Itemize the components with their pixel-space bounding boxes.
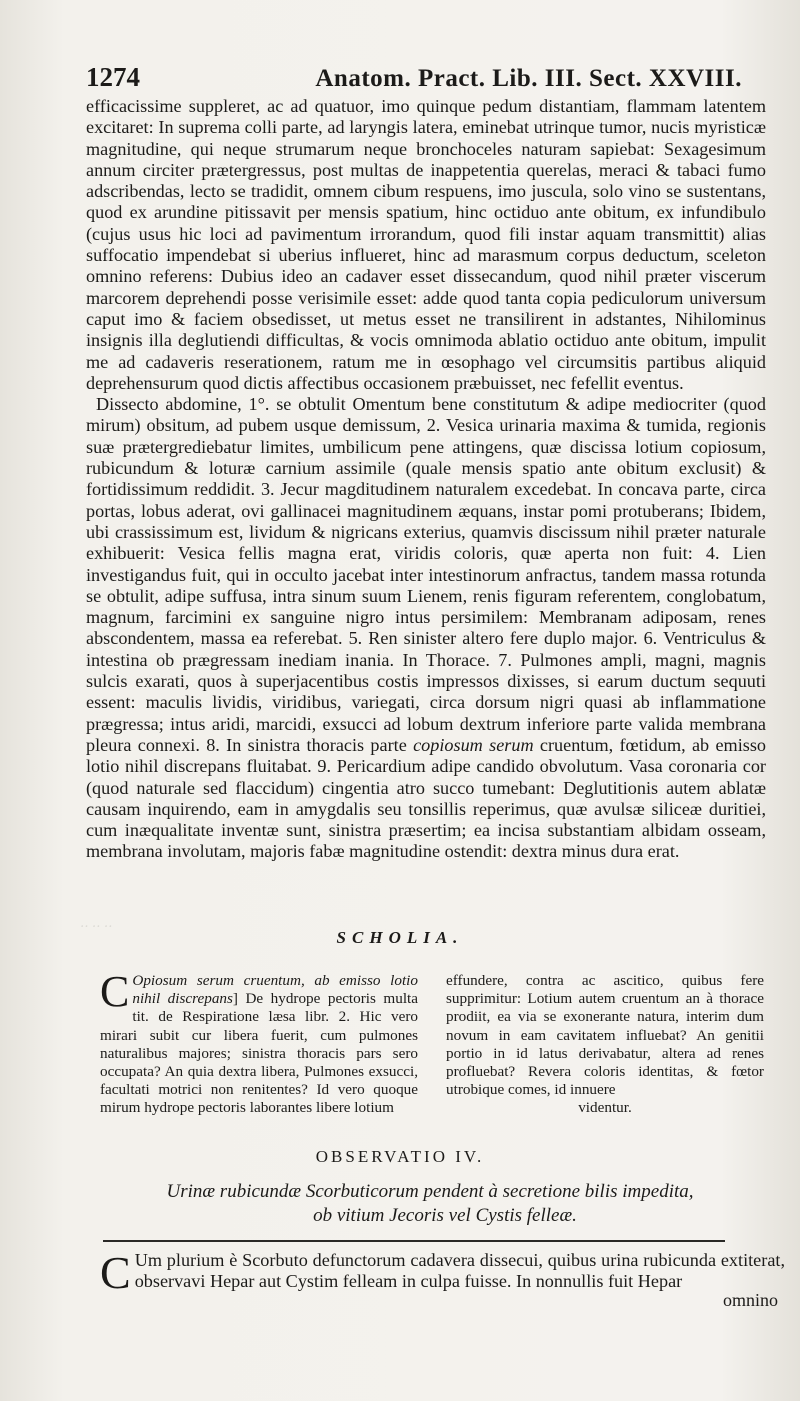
observatio-title-line-1: Urinæ rubicundæ Scorbuticorum pendent à secretione bilis impedita, <box>166 1181 694 1202</box>
scholia-right-column <box>446 972 764 1118</box>
paragraph-2-part-b: cruentum, fœtidum, ab emisso lotio nihil discrepans fluitabat. 9. Pericardium adipe candido obvolutum. Vasa coronaria cor (quod naturale sed flaccidum) cingentia atro succo tumebant: Deglutitionis autem ablatæ causam inquirendo, eam in amygdalis seu tonsillis reperimus, quæ avulsæ siliceæ duritiei, cum inæqualitate inventæ sunt, sinistra præsertim; ea incisa substantiam albidam osseam, membrana involutam, majoris fabæ magnitudine ostendit: dextra minus dura erat. <box>86 734 766 862</box>
paragraph-2 <box>86 394 766 863</box>
scholia-left-column <box>100 967 418 1118</box>
scholia-lemma: Opiosum serum cruentum, ab emisso lotio nihil discrepans <box>132 972 418 1008</box>
observatio-body <box>100 1247 785 1298</box>
observatio-title-block <box>130 1180 730 1228</box>
running-title: Anatom. Pract. Lib. III. Sect. XXVIII. <box>315 65 742 92</box>
scholia-columns <box>100 967 764 1118</box>
bleed-through-text: ‥ ‥ ‥ <box>80 915 113 930</box>
observatio-title-line-2: ob vitium Jecoris vel Cystis felleæ. <box>313 1205 577 1226</box>
paragraph-2-part-a: Dissecto abdomine, 1°. se obtulit Omentum bene constitutum & adipe mediocriter (quod mirum) obsitum, ad pubem usque demissum, 2. Vesica urinaria maxima & tumida, regionis suæ prætergrediebatur limites, umbilicum pene attingens, quæ discissa lotium copiosum, rubicundum & loturæ carnium assimile (quale mensis spatio ante obitum exclusit) & fortidissimum reddidit. 3. Jecur magditudinem naturalem excedebat. In concava parte, circa portas, lobus aderat, ovi gallinacei magnitudinem æquans, instar pomi protuberans; Ibidem, ubi crassissimum est, lividum & nigricans exterius, quamvis discissum nihil præter naturale exhibuerit: Vesica fellis magna erat, viridis coloris, quæ aperta non fuit: 4. Lien investigandus fuit, qui in occulto jacebat inter intestinorum anfractus, tandem massa rotunda se obtulit, adipe suffusa, intra sinum suum Lienem, renis figuram referentem, conglobatum, magnum, farcimini ex sanguine nigro intus persimilem: Membranam adiposam, renes abscondentem, massa ea referebat. 5. Ren sinister altero fere duplo major. 6. Ventriculus & intestina ob prægressam inediam inania. In Thorace. 7. Pulmones ampli, magni, magnis sulcis exarati, quos à superjacentibus costis impressos dixisses, si earum ductum sequuti essent: maculis lividis, viridibus, variegati, circa dorsum nigri quasi ab inflammatione prægressa; intus aridi, marcidi, exsucci ad lobum dextrum inferiore parte valida membrana pleura connexi. 8. In sinistra thoracis parte <box>86 394 766 755</box>
divider-rule <box>103 1240 725 1242</box>
drop-cap: C <box>100 1247 131 1298</box>
scholia-right-end: videntur. <box>578 1099 632 1117</box>
scholia-heading: SCHOLIA. <box>336 928 464 947</box>
paragraph-1: efficacissime suppleret, ac ad quatuor, imo quinque pedum distantiam, flammam latentem excitaret: In suprema colli parte, ad laryngis latera, eminebat utrinque tumor, nucis myristicæ magnitudine, qui neque strumarum neque bronchoceles naturam sapiebat: Sexagesimum annum circiter prætergressus, post multas de inappetentia querelas, meraci & tabaci fumo adscribendas, lecto se tradidit, omnem cibum respuens, imo juscula, solo vino se sustentans, quod ex arundine pitissavit per mensis spatium, hinc octiduo ante obitum, ex infundibulo (cujus usus hic loci ad pavimentum irrorandum, quod fili instar aquam transmittit) alias suffocatio impendebat si uberius influeret, hinc ad marasmum corpus deductum, sceleton omnino referens: Dubius ideo an cadaver esset dissecandum, quod nihil præter viscerum marcorem deprehendi posse verisimile esset: adde quod tanta copia pediculorum universum caput imo & faciem obsedisset, ut metus esset ne transilirent in adstantes, Nihilominus insignis illa deglutiendi difficultas, & vocis omnimoda ablatio octiduo ante obitum, impulit me ad cadaveris reserationem, ratum me in œsophago vel circumsitis partibus aliquid deprehensurum quod dictis affectibus occasionem præbuisset, nec fefellit eventus. <box>86 96 766 393</box>
catchword: omnino <box>722 1290 778 1310</box>
scholia-right-text: effundere, contra ac ascitico, quibus fere supprimitur: Lotium autem cruentum an à thorace prodiit, ea via se exonerante natura, interim dum novum in eam cavitatem influebat? An genitii portio in id latus derivabatur, altera ad renes profluebat? Revera coloris identitas, & fœtor utrobique comes, id innuere <box>446 972 764 1099</box>
page-number: 1274 <box>86 62 140 92</box>
observatio-heading: OBSERVATIO IV. <box>315 1147 485 1166</box>
drop-cap: C <box>100 967 130 1016</box>
page-header <box>86 62 742 96</box>
italic-phrase: copiosum serum <box>413 734 534 755</box>
main-text <box>86 96 766 863</box>
scholia-left-text: ] De hydrope pectoris multa tit. de Respiratione læsa libr. 2. Hic vero mirari subit cur libera fuerit, cum pulmones naturalibus majores; sinistra thoracis pars sero occupata? An quia dextra libera, Pulmones exsucci, facultati motrici non renitentes? Id vero quoque mirum hydrope pectoris laborantes libere lotium <box>100 990 418 1117</box>
observatio-text: Um plurium è Scorbuto defunctorum cadavera dissecui, quibus urina rubicunda extiterat, observavi Hepar aut Cystim felleam in culpa fuisse. In nonnullis fuit Hepar <box>134 1250 785 1292</box>
